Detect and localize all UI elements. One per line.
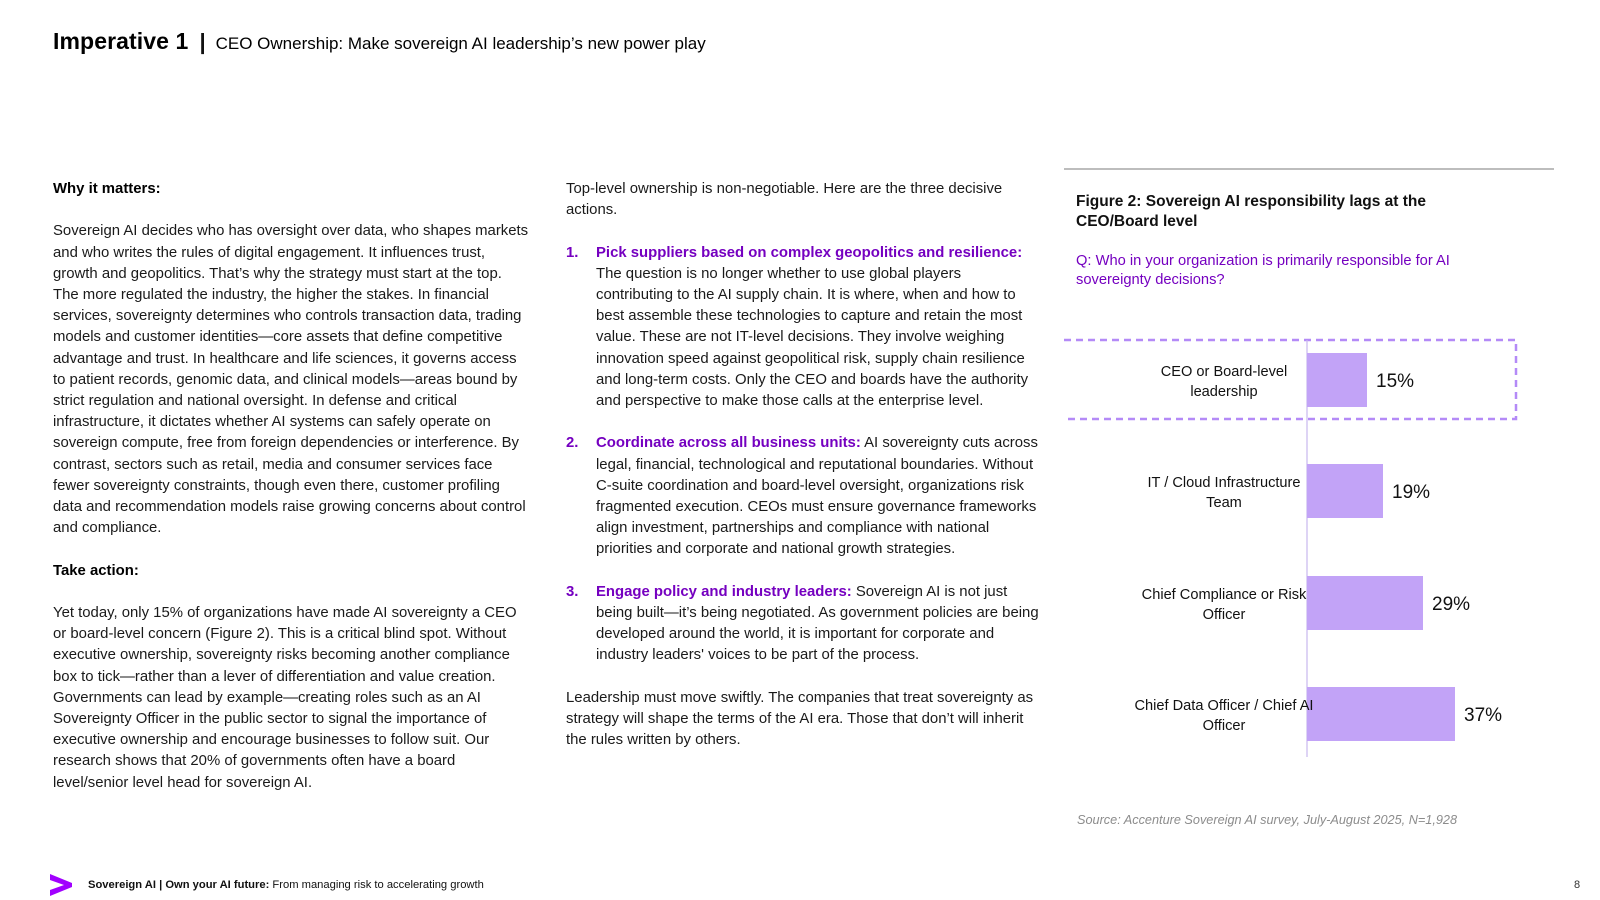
- category-label-line: Chief Compliance or Risk: [1141, 587, 1307, 603]
- left-column: [53, 179, 531, 794]
- survey-question: Q: Who in your organization is primarily responsible for AI sovereignty decisions?: [1076, 253, 1450, 288]
- action-lead: Pick suppliers based on complex geopolitics and resilience:: [596, 244, 1023, 261]
- category-label-line: CEO or Board-level: [1160, 364, 1288, 380]
- category-label: [1135, 698, 1314, 734]
- action-body: AI sovereignty cuts across legal, financial, technological and reputational boundaries. Without C-suite coordination and board-level oversight, organizations risk fragmented execution. CEOs must ensure governance frameworks align investment, partnerships and compliance with national priorities and corporate and national growth strategies.: [596, 435, 1038, 558]
- bar-4: [1307, 687, 1455, 741]
- why-it-matters-body: Sovereign AI decides who has oversight over data, who shapes markets and who writes the rules of digital engagement. It influences trust, growth and geopolitics. That’s why the strategy must start at the top. The more regulated the industry, the higher the stakes. In financial services, sovereignty determines who controls transaction data, trading models and customer identities—core assets that define competitive advantage and trust. In healthcare and life sciences, it governs access to patient records, genomic data, and clinical models—areas bound by strict regulation and national oversight. In defense and critical infrastructure, it dictates whether AI systems can safely operate on sovereign compute, free from foreign dependencies or interference. By contrast, sectors such as retail, media and consumer services face fewer sovereignty constraints, though even there, customer profiling data and recommendation models raise growing concerns about control and compliance.: [53, 223, 529, 537]
- title-separator: |: [199, 29, 206, 54]
- action-body: The question is no longer whether to use global players contributing to the AI supply chain. It is where, when and how to best assemble these technologies to capture and retain the most value. These are not IT-level decisions. They involve weighing innovation speed against geopolitical risk, supply chain resilience and long-term costs. Only the CEO and boards have the authority and perspective to make those calls at the enterprise level.: [596, 265, 1029, 410]
- category-label: [1161, 364, 1288, 400]
- page-footer: [0, 868, 1600, 900]
- bar-value-label: 29%: [1432, 594, 1471, 615]
- bar-chart: [1064, 168, 1554, 808]
- action-number: 3.: [566, 583, 579, 600]
- figure-source: Source: Accenture Sovereign AI survey, July-August 2025, N=1,928: [1077, 813, 1458, 827]
- bar-2: [1307, 464, 1383, 518]
- category-label-line: IT / Cloud Infrastructure: [1147, 475, 1301, 491]
- page-header: [53, 28, 706, 55]
- take-action-body: Yet today, only 15% of organizations have made AI sovereignty a CEO or board-level concern (Figure 2). This is a critical blind spot. Without executive ownership, sovereignty risks becoming another compliance box to tick—rather than a lever of differentiation and value creation. Governments can lead by example—creating roles such as an AI Sovereignty Officer in the public sector to signal the importance of executive ownership and encourage businesses to follow suit. Our research shows that 20% of governments often have a board level/senior level head for sovereign AI.: [53, 605, 517, 791]
- footer-brand: Sovereign AI | Own your AI future:: [88, 879, 270, 891]
- action-lead: Coordinate across all business units:: [596, 435, 861, 452]
- category-label-line: Chief Data Officer / Chief AI: [1134, 698, 1314, 714]
- category-label: [1147, 475, 1300, 511]
- figure-panel: [1064, 168, 1554, 838]
- action-item: [566, 582, 1041, 667]
- bar-value-label: 19%: [1392, 482, 1431, 503]
- action-item: [566, 433, 1041, 560]
- action-item: [566, 243, 1041, 413]
- action-lead: Engage policy and industry leaders:: [596, 583, 852, 600]
- highlight-box: [1064, 340, 1516, 419]
- closing-paragraph: Leadership must move swiftly. The companies that treat sovereignty as strategy will shape the terms of the AI era. Those that don’t will inherit the rules written by others.: [566, 689, 1034, 749]
- category-label-line: Team: [1206, 495, 1242, 511]
- bar-value-label: 37%: [1464, 705, 1503, 726]
- action-number: 2.: [566, 435, 579, 452]
- category-label-line: Officer: [1202, 718, 1246, 734]
- bar-3: [1307, 576, 1423, 630]
- middle-column: [566, 179, 1041, 751]
- page-subtitle: CEO Ownership: Make sovereign AI leadership’s new power play: [215, 34, 706, 53]
- take-action-heading: Take action:: [53, 562, 139, 579]
- actions-intro: Top-level ownership is non-negotiable. Here are the three decisive actions.: [566, 181, 1003, 219]
- category-label-line: Officer: [1202, 607, 1246, 623]
- category-label: [1142, 587, 1307, 623]
- footer-text: [88, 879, 484, 891]
- accenture-logo-icon: [49, 874, 73, 896]
- action-number: 1.: [566, 244, 579, 261]
- page-title: Imperative 1: [53, 28, 189, 54]
- bar-value-label: 15%: [1376, 371, 1415, 392]
- why-it-matters-heading: Why it matters:: [53, 181, 161, 197]
- page-number: 8: [1574, 879, 1581, 891]
- action-body: Sovereign AI is not just being built—it’s being negotiated. As government policies are being developed around the world, it is important for corporate and industry leaders' voices to be part of the process.: [596, 583, 1039, 664]
- bar-1: [1307, 353, 1367, 407]
- figure-title: Figure 2: Sovereign AI responsibility lags at the CEO/Board level: [1076, 193, 1426, 230]
- footer-tagline: From managing risk to accelerating growth: [269, 879, 484, 891]
- category-label-line: leadership: [1190, 384, 1258, 400]
- actions-list: [566, 243, 1041, 667]
